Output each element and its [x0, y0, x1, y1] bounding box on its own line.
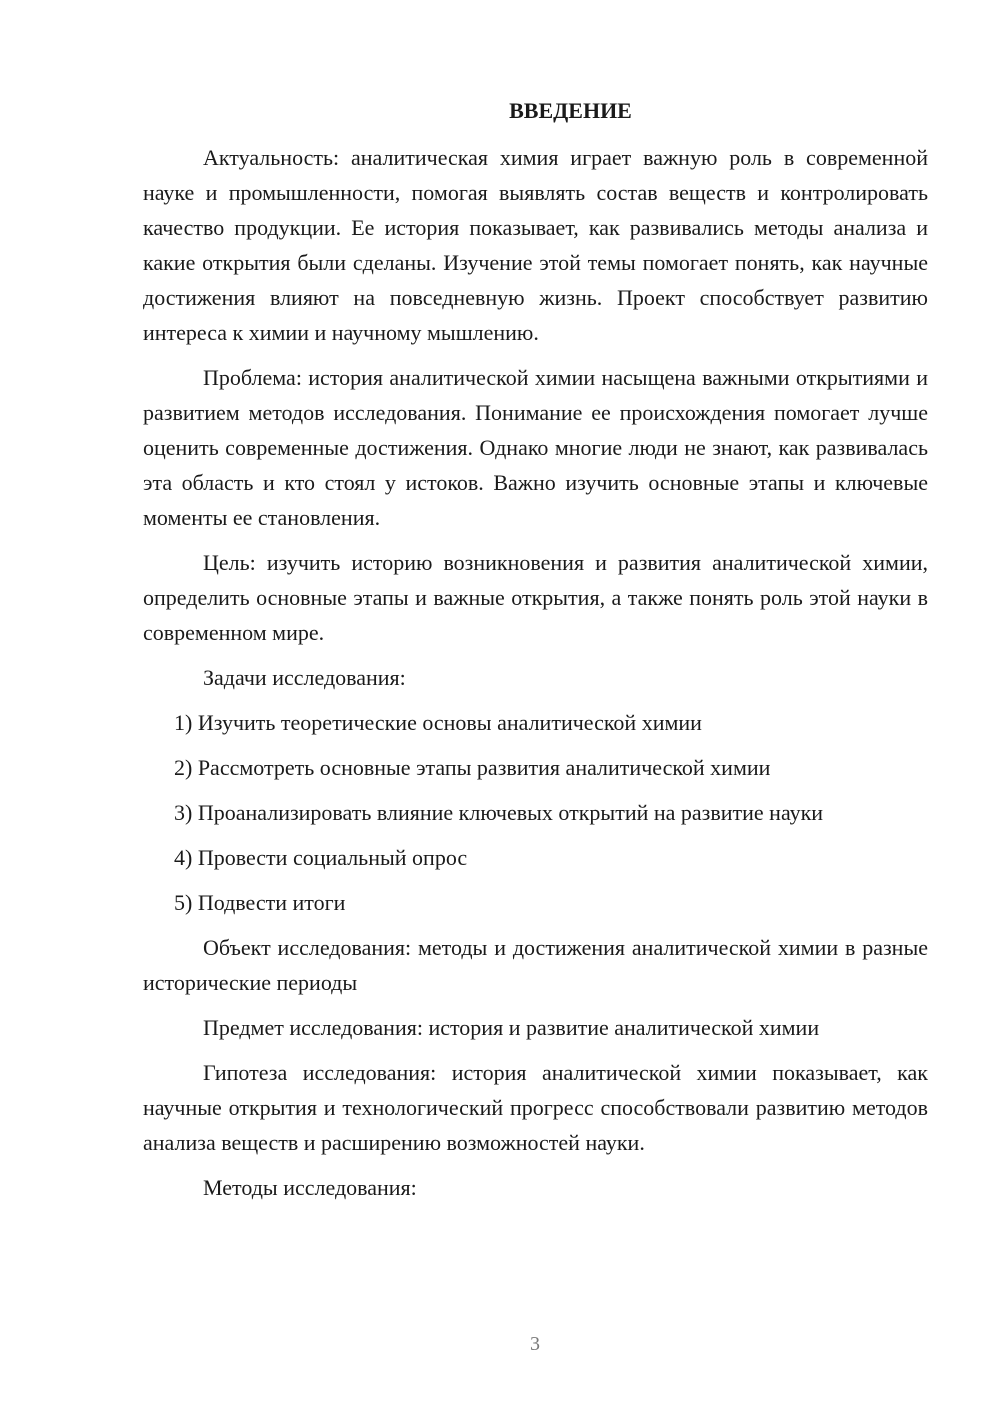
section-title: ВВЕДЕНИЕ: [509, 98, 632, 123]
list-item: 4) Провести социальный опрос: [174, 845, 468, 870]
paragraph-problem: Проблема: история аналитической химии насыщена важными открытиями и развитием методов исследования. Понимание ее происхождения помогает лучше оценить современные достижения. Однако многие люди не знают, как развивалась эта область и кто стоял у истоков. Важно изучить основные этапы и ключевые моменты ее становления.: [143, 365, 928, 530]
paragraph-subject: Предмет исследования: история и развитие аналитической химии: [203, 1015, 820, 1040]
tasks-list: [143, 705, 928, 920]
list-item: 3) Проанализировать влияние ключевых открытий на развитие науки: [174, 800, 824, 825]
paragraph-hypothesis: Гипотеза исследования: история аналитической химии показывает, как научные открытия и технологический прогресс способствовали развитию методов анализа веществ и расширению возможностей науки.: [143, 1060, 928, 1155]
list-item: 1) Изучить теоретические основы аналитической химии: [174, 710, 702, 735]
list-item: 2) Рассмотреть основные этапы развития аналитической химии: [174, 755, 771, 780]
paragraph-goal: Цель: изучить историю возникновения и развития аналитической химии, определить основные этапы и важные открытия, а также понять роль этой науки в современном мире.: [143, 550, 928, 645]
page-number: 3: [530, 1333, 540, 1355]
document-page: [143, 96, 928, 1215]
paragraph-methods-heading: Методы исследования:: [203, 1175, 417, 1200]
paragraph-object: Объект исследования: методы и достижения аналитической химии в разные исторические периоды: [143, 935, 928, 995]
paragraph-relevance: Актуальность: аналитическая химия играет важную роль в современной науке и промышленности, помогая выявлять состав веществ и контролировать качество продукции. Ее история показывает, как развивались методы анализа и какие открытия были сделаны. Изучение этой темы помогает понять, как научные достижения влияют на повседневную жизнь. Проект способствует развитию интереса к химии и научному мышлению.: [143, 145, 928, 345]
list-item: 5) Подвести итоги: [174, 890, 346, 915]
paragraph-tasks-heading: Задачи исследования:: [203, 665, 406, 690]
